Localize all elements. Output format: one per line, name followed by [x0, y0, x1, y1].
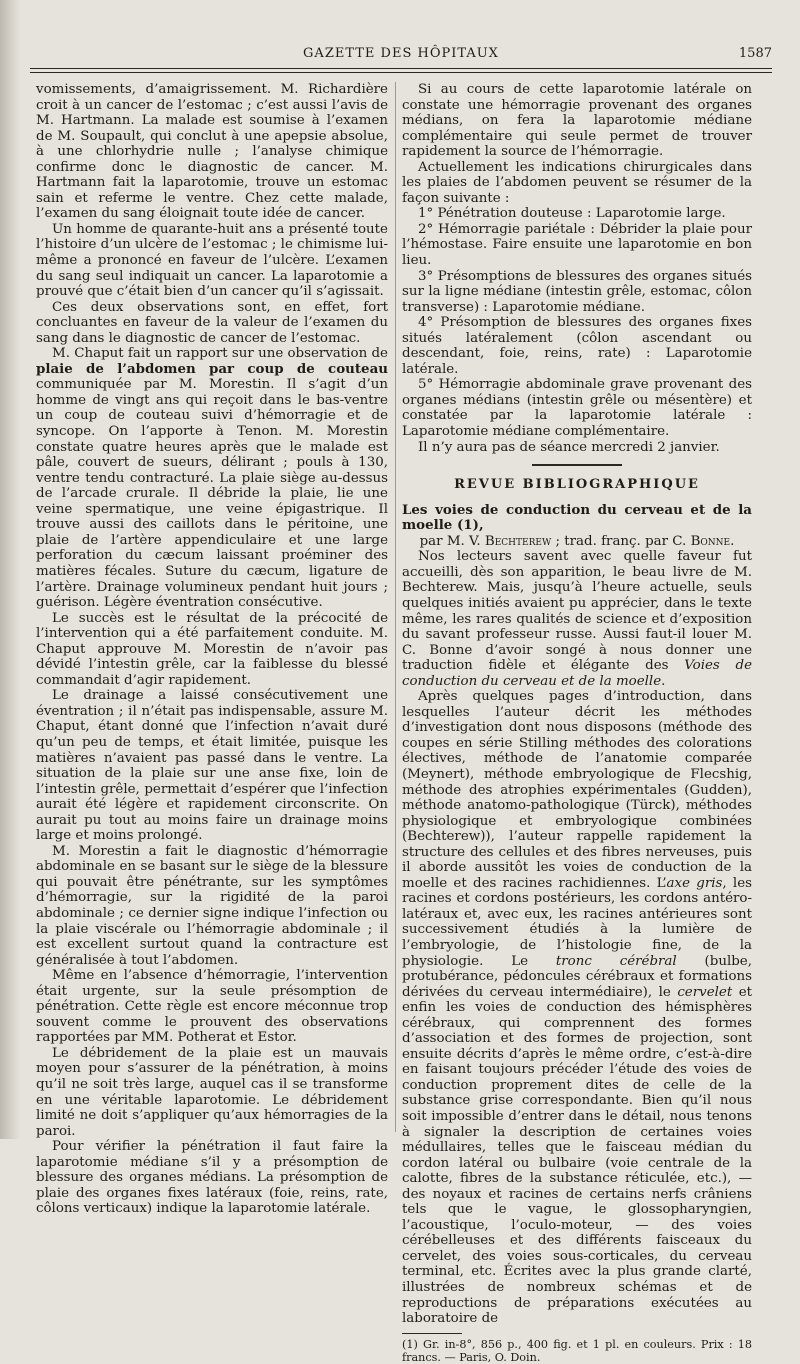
byline-text: .: [730, 533, 735, 549]
review-title: Les voies de conduction du cerveau et de la moelle (1),: [402, 501, 752, 534]
byline-text: ; trad. franç. par C.: [551, 533, 691, 549]
byline-text: par M. V.: [419, 533, 485, 549]
right-column: [402, 82, 752, 1364]
page-number: 1587: [738, 46, 772, 61]
paragraph: Un homme de quarante-huit ans a présenté toute l’histoire d’un ulcère de l’estomac ; le chimisme lui-même a prononcé en faveur de l’ulcère. L’examen du sang seul indiquait un cancer. La laparotomie a prouvé que c’était bien d’un cancer qu’il s’agissait.: [36, 221, 388, 300]
paragraph-text: (bulbe, protubérance, pédoncules cérébraux et formations dérivées du cerveau intermédiaire), le: [402, 953, 752, 1000]
paragraph: Actuellement les indications chirurgicales dans les plaies de l’abdomen peuvent se résumer de la façon suivante :: [402, 159, 752, 206]
paragraph: Il n’y aura pas de séance mercredi 2 janvier.: [418, 439, 720, 455]
paragraph: [402, 549, 752, 689]
case-title: plaie de l’abdomen par coup de couteau: [36, 360, 388, 377]
indication-item: 1° Pénétration douteuse : Laparotomie large.: [418, 206, 726, 222]
page-edge-shadow: [0, 0, 20, 1139]
italic-term: axe gris: [666, 875, 723, 891]
italic-term: cervelet: [677, 984, 733, 1000]
paragraph-text: communiquée par M. Morestin. Il s’agit d’un homme de vingt ans qui reçoit dans le bas-ventre un coup de couteau suivi d’hémorragie et de syncope. On l’apporte à Tenon. M. Morestin constate quatre heures après que le malade est pâle, couvert de sueurs, délirant ; pouls à 130, ventre tendu contracturé. La plaie siège au-dessus de l’arcade crurale. Il débride la plaie, lie une veine spermatique, une veine épigastrique. Il trouve aussi des caillots dans le péritoine, une plaie de l’artère appendiculaire et une large perforation du cæcum laissant proéminer des matières fécales. Suture du cæcum, ligature de l’artère. Drainage volumineux pendant huit jours ; guérison. Légère éventration consécutive.: [36, 377, 388, 611]
running-header: [30, 46, 772, 66]
paragraph: Le succès est le résultat de la précocité de l’intervention qui a été parfaitement conduite. M. Chaput approuve M. Morestin de n’avoir pas dévidé l’intestin grêle, car la faiblesse du blessé commandait d’agir rapidement.: [36, 610, 388, 688]
journal-title: GAZETTE DES HÔPITAUX: [303, 46, 499, 61]
paragraph-text: .: [661, 673, 666, 689]
paragraph: vomissements, d’amaigrissement. M. Richardière croit à un cancer de l’estomac ; c’est aussi l’avis de M. Hartmann. La malade est soumise à l’examen de M. Soupault, qui conclut à une apepsie absolue, à une chlorhydrie nulle ; l’analyse chimique confirme donc le diagnostic de cancer. M. Hartmann fait la laparotomie, trouve un estomac sain et referme le ventre. Chez cette malade, l’examen du sang éloignait toute idée de cancer.: [36, 82, 388, 222]
left-column: [36, 82, 388, 1217]
footnote-rule: [402, 1333, 462, 1334]
section-title: REVUE BIBLIOGRAPHIQUE: [454, 477, 700, 493]
paragraph-text: , les racines et cordons postérieurs, les cordons antéro-latéraux et, avec eux, les racines antérieures sont successivement étudiés à la lumière de l’embryologie, de l’histologie fine, de la physiologie. Le: [402, 875, 753, 969]
translator-name: Bonne: [690, 533, 731, 549]
paragraph-text: Nos lecteurs savent avec quelle faveur fut accueilli, dès son apparition, le beau livre de M. Bechterew. Mais, jusqu’à l’heure actuelle, seuls quelques initiés avaient pu apprécier, dans le texte même, les rares qualités de science et d’exposition du savant professeur russe. Aussi faut-il louer M. C. Bonne d’avoir songé à nous donner une traduction fidèle et élégante des: [402, 549, 752, 674]
indication-item: 5° Hémorragie abdominale grave provenant des organes médians (intestin grêle ou mésentère) et constatée par la laparotomie latérale : Laparotomie médiane complémentaire.: [402, 377, 752, 440]
indication-item: 3° Présomptions de blessures des organes situés sur la ligne médiane (intestin grêle, estomac, côlon transverse) : Laparotomie médiane.: [402, 268, 752, 315]
review-byline: [402, 534, 752, 550]
indication-item: 4° Présomption de blessures des organes fixes situés latéralement (côlon ascendant ou descendant, foie, reins, rate) : Laparotomie latérale.: [402, 315, 752, 377]
section-ornament: [402, 457, 752, 467]
paragraph: Le débridement de la plaie est un mauvais moyen pour s’assurer de la pénétration, à moins qu’il ne soit très large, auquel cas il se transforme en une véritable laparotomie. Le débridement limité ne doit s’appliquer qu’aux hémorragies de la paroi.: [36, 1045, 388, 1139]
paragraph: M. Morestin a fait le diagnostic d’hémorragie abdominale en se basant sur le siège de la blessure qui pouvait être pénétrante, sur les symptômes d’hémorragie, sur la rigidité de la paroi abdominale ; ce dernier signe indique l’infection ou la plaie viscérale ou l’hémorragie abdominale ; il est excellent surtout quand la contracture est généralisée à tout l’abdomen.: [36, 843, 388, 968]
book-title: Voies de conduction du cerveau et de la moelle: [402, 658, 752, 689]
paragraph: Le drainage a laissé consécutivement une éventration ; il n’était pas indispensable, assure M. Chaput, étant donné que l’infection n’avait duré qu’un peu de temps, et était limitée, puisque les matières n’avaient pas passé dans le ventre. La situation de la plaie sur une anse fixe, loin de l’intestin grêle, permettait d’espérer que l’infection aurait été légère et rapidement circonscrite. On aurait pu tout au moins faire un drainage moins large et moins prolongé.: [36, 688, 388, 844]
footnote: (1) Gr. in-8°, 856 p., 400 fig. et 1 pl. en couleurs. Prix : 18 francs. — Paris, O. Doin.: [402, 1337, 752, 1364]
paragraph-text: et enfin les voies de conduction des hémisphères cérébraux, qui comprennent des formes d’association et des formes de projection, sont ensuite décrits d’après le même ordre, c’est-à-dire en faisant toujours précéder l’étude des voies de conduction proprement dites de celle de la substance grise correspondante. Bien qu’il nous soit impossible d’entrer dans le détail, nous tenons à signaler la description de certaines voies médullaires, telles que le faisceau médian du cordon latéral ou bulbaire (voie centrale de la calotte, fibres de la substance réticulée, etc.), — des noyaux et racines de certains nerfs crâniens tels que le vague, le glossopharyngien, l’acoustique, l’oculo-moteur, — des voies cérébelleuses et des différents faisceaux du cervelet, des voies sous-corticales, du cerveau terminal, etc. Écrites avec la plus grande clarté, illustrées de nombreux schémas et de reproductions de préparations exécutées au laboratoire de: [402, 984, 752, 1327]
indication-item: 2° Hémorragie pariétale : Débrider la plaie pour l’hémostase. Faire ensuite une laparotomie en bon lieu.: [402, 221, 752, 269]
paragraph: Même en l’absence d’hémorragie, l’intervention était urgente, sur la seule présomption de pénétration. Cette règle est encore méconnue trop souvent comme le prouvent des observations rapportées par MM. Potherat et Estor.: [36, 968, 388, 1046]
header-rule-top: [30, 68, 772, 69]
italic-term: tronc cérébral: [555, 953, 677, 969]
paragraph: Pour vérifier la pénétration il faut faire la laparotomie médiane s’il y a présomption de blessure des organes médians. La présomption de plaie des organes fixes latéraux (foie, reins, rate, côlons verticaux) indique la laparotomie latérale.: [36, 1139, 388, 1217]
author-name: Bechterew: [484, 533, 552, 549]
paragraph-text: M. Chaput fait un rapport sur une observation de: [52, 346, 388, 362]
column-divider: [395, 82, 396, 1132]
paragraph: Ces deux observations sont, en effet, fort concluantes en faveur de la valeur de l’examen du sang dans le diagnostic de cancer de l’estomac.: [36, 299, 388, 346]
paragraph: [402, 689, 752, 1326]
paragraph: Si au cours de cette laparotomie latérale on constate une hémorragie provenant des organes médians, on fera la laparotomie médiane complémentaire qui seule permet de trouver rapidement la source de l’hémorragie.: [402, 82, 752, 160]
paragraph: [36, 346, 388, 610]
paragraph-text: Après quelques pages d’introduction, dans lesquelles l’auteur décrit les méthodes d’investigation dont nous disposons (méthode des coupes en série Stilling méthodes des colorations électives, méthode de l’anatomie comparée (Meynert), méthode embryologique de Flecshig, méthode des atrophies expérimentales (Gudden), méthode anatomo-pathologique (Türck), méthodes physiologique et embryologique combinées (Bechterew)), l’auteur rappelle rapidement la structure des cellules et des fibres nerveuses, puis il aborde aussitôt les voies de conduction de la moelle et des racines rachidiennes. L’: [402, 689, 752, 891]
header-rule-bottom: [30, 72, 772, 73]
